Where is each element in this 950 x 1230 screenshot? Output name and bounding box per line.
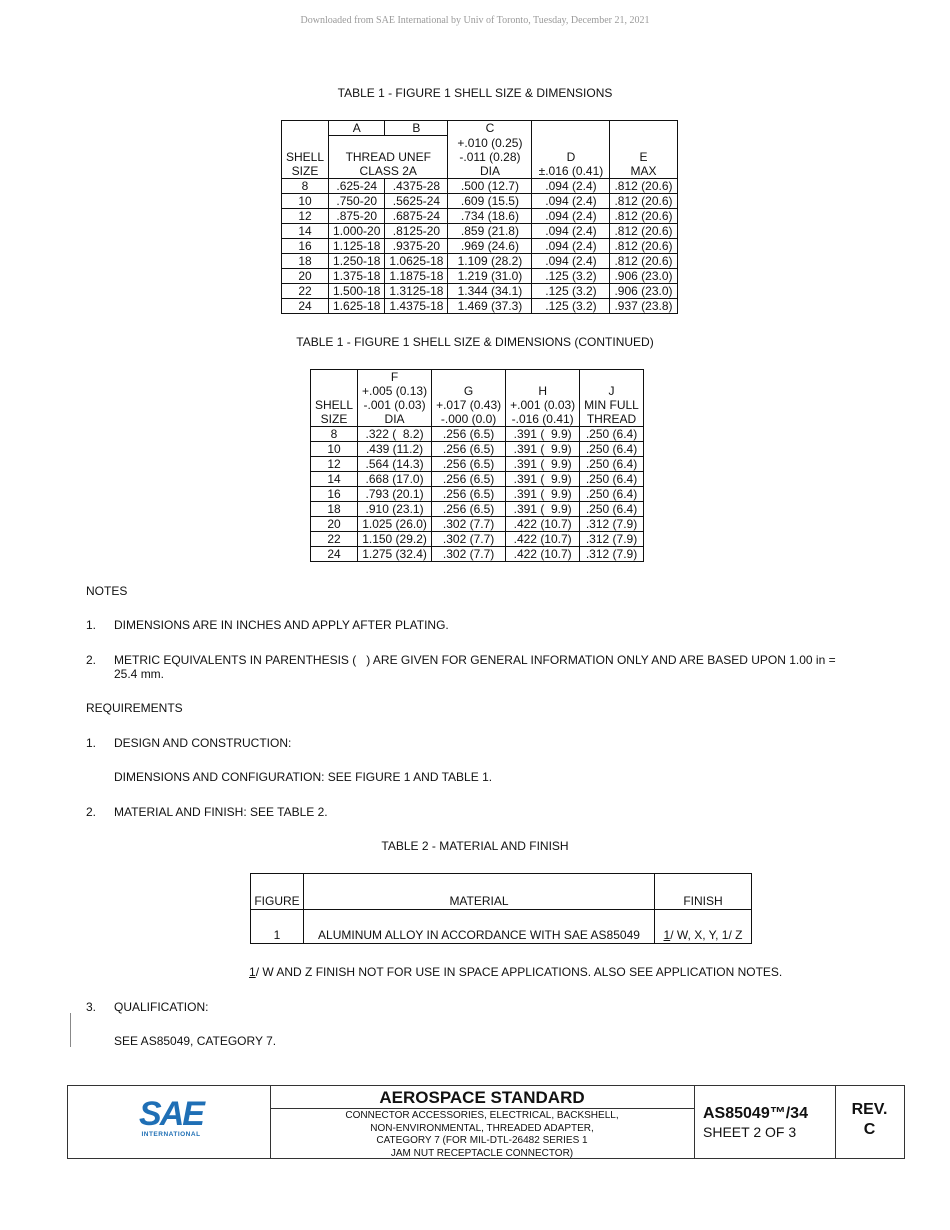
desc-line-2: NON-ENVIRONMENTAL, THREADED ADAPTER, [370,1122,594,1134]
table1-caption: TABLE 1 - FIGURE 1 SHELL SIZE & DIMENSIONS [337,86,613,100]
req-1-number: 1. [86,736,97,750]
t1-row [282,283,678,298]
title-block [67,1085,905,1159]
t1b-cell: 1.275 (32.4) [358,547,432,562]
t1b-cell: .312 (7.9) [580,517,644,532]
t1b-cell: 22 [311,532,358,547]
t1-d1: ±.016 (0.41) [532,164,610,179]
t1b-row [311,547,644,562]
t1-cell: .094 (2.4) [532,223,610,238]
t1-cell: .5625-24 [385,193,448,208]
t2-material: ALUMINUM ALLOY IN ACCORDANCE WITH SAE AS85049 [304,910,655,944]
t1-cell: 1.219 (31.0) [448,268,532,283]
notes-heading: NOTES [86,584,128,598]
t1-cell: .906 (23.0) [610,268,677,283]
t1-cell: .094 (2.4) [532,208,610,223]
t1-cell: 1.000-20 [329,223,385,238]
note-1-number: 1. [86,618,97,632]
t1-cell: 10 [282,193,329,208]
t1b-cell: .250 (6.4) [580,457,644,472]
req-2: MATERIAL AND FINISH: SEE TABLE 2. [114,805,328,819]
t1-row [282,178,678,193]
sae-logo-sub: INTERNATIONAL [141,1131,201,1138]
t1b-cell: .391 ( 9.9) [506,472,580,487]
t1-col-b: B [385,121,448,136]
change-bar [70,1013,71,1047]
t1b-cell: 18 [311,502,358,517]
t1-e: E [610,150,677,164]
t2-h-material: MATERIAL [304,874,655,910]
standard-description [270,1110,694,1160]
t1b-cell: 20 [311,517,358,532]
t1b-cell: .250 (6.4) [580,442,644,457]
t1-cell: 1.375-18 [329,268,385,283]
t1b-cell: 12 [311,457,358,472]
t1-blank-e [610,121,677,136]
t1b-cell: .391 ( 9.9) [506,502,580,517]
table1 [281,120,678,314]
t1-blank [282,121,329,136]
t1-cell: .734 (18.6) [448,208,532,223]
req-2-number: 2. [86,805,97,819]
doc-cell [694,1086,836,1158]
t1b-j1: MIN FULL [580,398,644,412]
t1-cell: 1.344 (34.1) [448,283,532,298]
t1b-row [311,457,644,472]
desc-line-1: CONNECTOR ACCESSORIES, ELECTRICAL, BACKSHELL, [345,1110,619,1121]
t1b-shell: SHELL [311,398,358,412]
note-2-number: 2. [86,653,97,667]
t1b-cell: .793 (20.1) [358,487,432,502]
t1-cell: 1.250-18 [329,253,385,268]
t1-cell: .859 (21.8) [448,223,532,238]
table2 [250,873,752,944]
t1b-row [311,487,644,502]
t1-cell: 22 [282,283,329,298]
t1-cell: .8125-20 [385,223,448,238]
t1-thread: THREAD UNEF [329,150,448,164]
t1b-cell: .439 (11.2) [358,442,432,457]
t1-c3: DIA [448,164,532,179]
t1b-row [311,472,644,487]
t1-shell: SHELL [282,150,329,164]
t1b-size: SIZE [311,412,358,427]
t1-cell: 1.625-18 [329,298,385,313]
t1b-cell: .302 (7.7) [432,517,506,532]
t1-row [282,238,678,253]
t1-cell: .609 (15.5) [448,193,532,208]
t1-cell: .500 (12.7) [448,178,532,193]
t1-cell: 1.0625-18 [385,253,448,268]
t1-e1: MAX [610,164,677,179]
t1b-f: F [358,370,432,385]
req-1-sub: DIMENSIONS AND CONFIGURATION: SEE FIGURE 1 AND TABLE 1. [114,770,493,784]
t1-cell: .094 (2.4) [532,193,610,208]
t1-cell: .4375-28 [385,178,448,193]
t1-cell: .125 (3.2) [532,298,610,313]
t1b-g2: -.000 (0.0) [432,412,506,427]
rev-value: C [863,1121,876,1138]
t1b-cell: .302 (7.7) [432,532,506,547]
t1b-cell: .250 (6.4) [580,472,644,487]
t1b-cell: 16 [311,487,358,502]
t1b-cell: 14 [311,472,358,487]
t1-cell: .812 (20.6) [610,238,677,253]
t1-col-c: C [448,121,532,136]
t1-cell: .125 (3.2) [532,283,610,298]
t1-d: D [532,150,610,164]
t1-cell: .750-20 [329,193,385,208]
footnote-ref: 1 [249,965,256,979]
t1b-f1: +.005 (0.13) [358,384,432,398]
sheet-number: SHEET 2 OF 3 [703,1124,797,1140]
note-2-line1: METRIC EQUIVALENTS IN PARENTHESIS ( ) ARE GIVEN FOR GENERAL INFORMATION ONLY AND ARE BASED UPON 1.00 in = [114,653,836,667]
t1-cell: 1.4375-18 [385,298,448,313]
t1-cell: 14 [282,223,329,238]
watermark: Downloaded from SAE International by Univ of Toronto, Tuesday, December 21, 2021 [300,15,650,26]
t1b-cell: .391 ( 9.9) [506,442,580,457]
standard-title: AEROSPACE STANDARD [270,1086,694,1109]
table1b-caption: TABLE 1 - FIGURE 1 SHELL SIZE & DIMENSIONS (CONTINUED) [296,335,654,349]
t1-cell: 1.3125-18 [385,283,448,298]
t1b-h1: +.001 (0.03) [506,398,580,412]
t2-finish-ref: 1 [663,928,671,942]
t1-cell: 12 [282,208,329,223]
t1b-cell: .312 (7.9) [580,547,644,562]
t1b-cell: 1.150 (29.2) [358,532,432,547]
note-2-line2: 25.4 mm. [114,667,165,681]
t1b-cell: 1.025 (26.0) [358,517,432,532]
t1-cell: 1.109 (28.2) [448,253,532,268]
t1b-cell: .391 ( 9.9) [506,427,580,442]
t1b-cell: .422 (10.7) [506,547,580,562]
t1b-cell: .256 (6.5) [432,457,506,472]
t1b-j: J [580,384,644,398]
t1b-cell: .910 (23.1) [358,502,432,517]
t1-row [282,223,678,238]
t1b-row [311,502,644,517]
t1b-cell: .256 (6.5) [432,442,506,457]
note-1: DIMENSIONS ARE IN INCHES AND APPLY AFTER PLATING. [114,618,449,632]
t2-finish [655,910,752,944]
desc-line-4: JAM NUT RECEPTACLE CONNECTOR) [390,1147,574,1159]
t1b-cell: .422 (10.7) [506,517,580,532]
t2-figure: 1 [251,910,304,944]
t1-cell: .094 (2.4) [532,253,610,268]
t1b-row [311,532,644,547]
t1b-cell: .250 (6.4) [580,487,644,502]
t1b-cell: .250 (6.4) [580,502,644,517]
t1b-cell: .312 (7.9) [580,532,644,547]
t1-cell: 18 [282,253,329,268]
t1-cell: .812 (20.6) [610,178,677,193]
t1-cell: .812 (20.6) [610,193,677,208]
t1-cell: .812 (20.6) [610,208,677,223]
doc-number: AS85049™/34 [703,1105,808,1122]
t1-cell: 1.469 (37.3) [448,298,532,313]
title-cell [270,1086,695,1158]
t1-cell: 16 [282,238,329,253]
t1b-cell: 24 [311,547,358,562]
table2-caption: TABLE 2 - MATERIAL AND FINISH [381,839,569,853]
requirements-heading: REQUIREMENTS [86,701,183,715]
desc-line-3: CATEGORY 7 (FOR MIL-DTL-26482 SERIES 1 [376,1135,588,1146]
req-3-number: 3. [86,1000,97,1014]
t1-class: CLASS 2A [329,164,448,179]
t2-h-finish: FINISH [655,874,752,910]
t1-cell: 8 [282,178,329,193]
t1-cell: 1.125-18 [329,238,385,253]
t1b-row [311,442,644,457]
t1-cell: .625-24 [329,178,385,193]
t1-cell: 1.500-18 [329,283,385,298]
t1b-g: G [432,384,506,398]
t1-cell: .125 (3.2) [532,268,610,283]
t1-row [282,268,678,283]
t1-cell: 24 [282,298,329,313]
t1b-cell: .256 (6.5) [432,487,506,502]
sae-logo-mark: SAE [139,1095,203,1133]
t1b-h2: -.016 (0.41) [506,412,580,427]
t1b-cell: .391 ( 9.9) [506,487,580,502]
t1b-j2: THREAD [580,412,644,427]
t1b-cell: .302 (7.7) [432,547,506,562]
t1b-row [311,427,644,442]
t1-cell: .969 (24.6) [448,238,532,253]
t1b-cell: 8 [311,427,358,442]
table1b [310,369,644,562]
t1-cell: .6875-24 [385,208,448,223]
t1-col-a: A [329,121,385,136]
t1-cell: .812 (20.6) [610,223,677,238]
t1-cell: .094 (2.4) [532,178,610,193]
t1b-cell: .391 ( 9.9) [506,457,580,472]
t1b-cell: .422 (10.7) [506,532,580,547]
logo-cell [68,1086,271,1158]
t1b-cell: .250 (6.4) [580,427,644,442]
t1b-cell: .256 (6.5) [432,502,506,517]
t1-cell: .937 (23.8) [610,298,677,313]
rev-cell [835,1086,904,1158]
t1-c1: +.010 (0.25) [448,136,532,150]
sae-logo [136,1095,206,1138]
t1-row [282,298,678,313]
t1b-cell: 10 [311,442,358,457]
t1b-cell: .256 (6.5) [432,427,506,442]
req-3: QUALIFICATION: [114,1000,209,1014]
t1-cell: 1.1875-18 [385,268,448,283]
t1-row [282,208,678,223]
t1b-cell: .256 (6.5) [432,472,506,487]
t1-cell: .9375-20 [385,238,448,253]
t1-cell: .906 (23.0) [610,283,677,298]
t1-blank-d [532,121,610,136]
t1-c2: -.011 (0.28) [448,150,532,164]
t1-cell: .812 (20.6) [610,253,677,268]
req-1: DESIGN AND CONSTRUCTION: [114,736,292,750]
t1b-cell: .668 (17.0) [358,472,432,487]
t1b-row [311,517,644,532]
footnote-text: / W AND Z FINISH NOT FOR USE IN SPACE APPLICATIONS. ALSO SEE APPLICATION NOTES. [255,965,783,979]
req-3-sub: SEE AS85049, CATEGORY 7. [114,1034,277,1048]
t1b-f2: -.001 (0.03) [358,398,432,412]
t1-cell: .875-20 [329,208,385,223]
t1-cell: 20 [282,268,329,283]
t1b-h: H [506,384,580,398]
t1-row [282,253,678,268]
t1-cell: .094 (2.4) [532,238,610,253]
t1-row [282,193,678,208]
t1-size: SIZE [282,164,329,179]
t1b-cell: .322 ( 8.2) [358,427,432,442]
t2-h-figure: FIGURE [251,874,304,910]
t1b-cell: .564 (14.3) [358,457,432,472]
rev-label: REV. [851,1101,888,1118]
table2-footnote [249,965,782,979]
t1b-f3: DIA [358,412,432,427]
t2-finish-codes: / W, X, Y, 1/ Z [670,928,743,942]
t1b-g1: +.017 (0.43) [432,398,506,412]
